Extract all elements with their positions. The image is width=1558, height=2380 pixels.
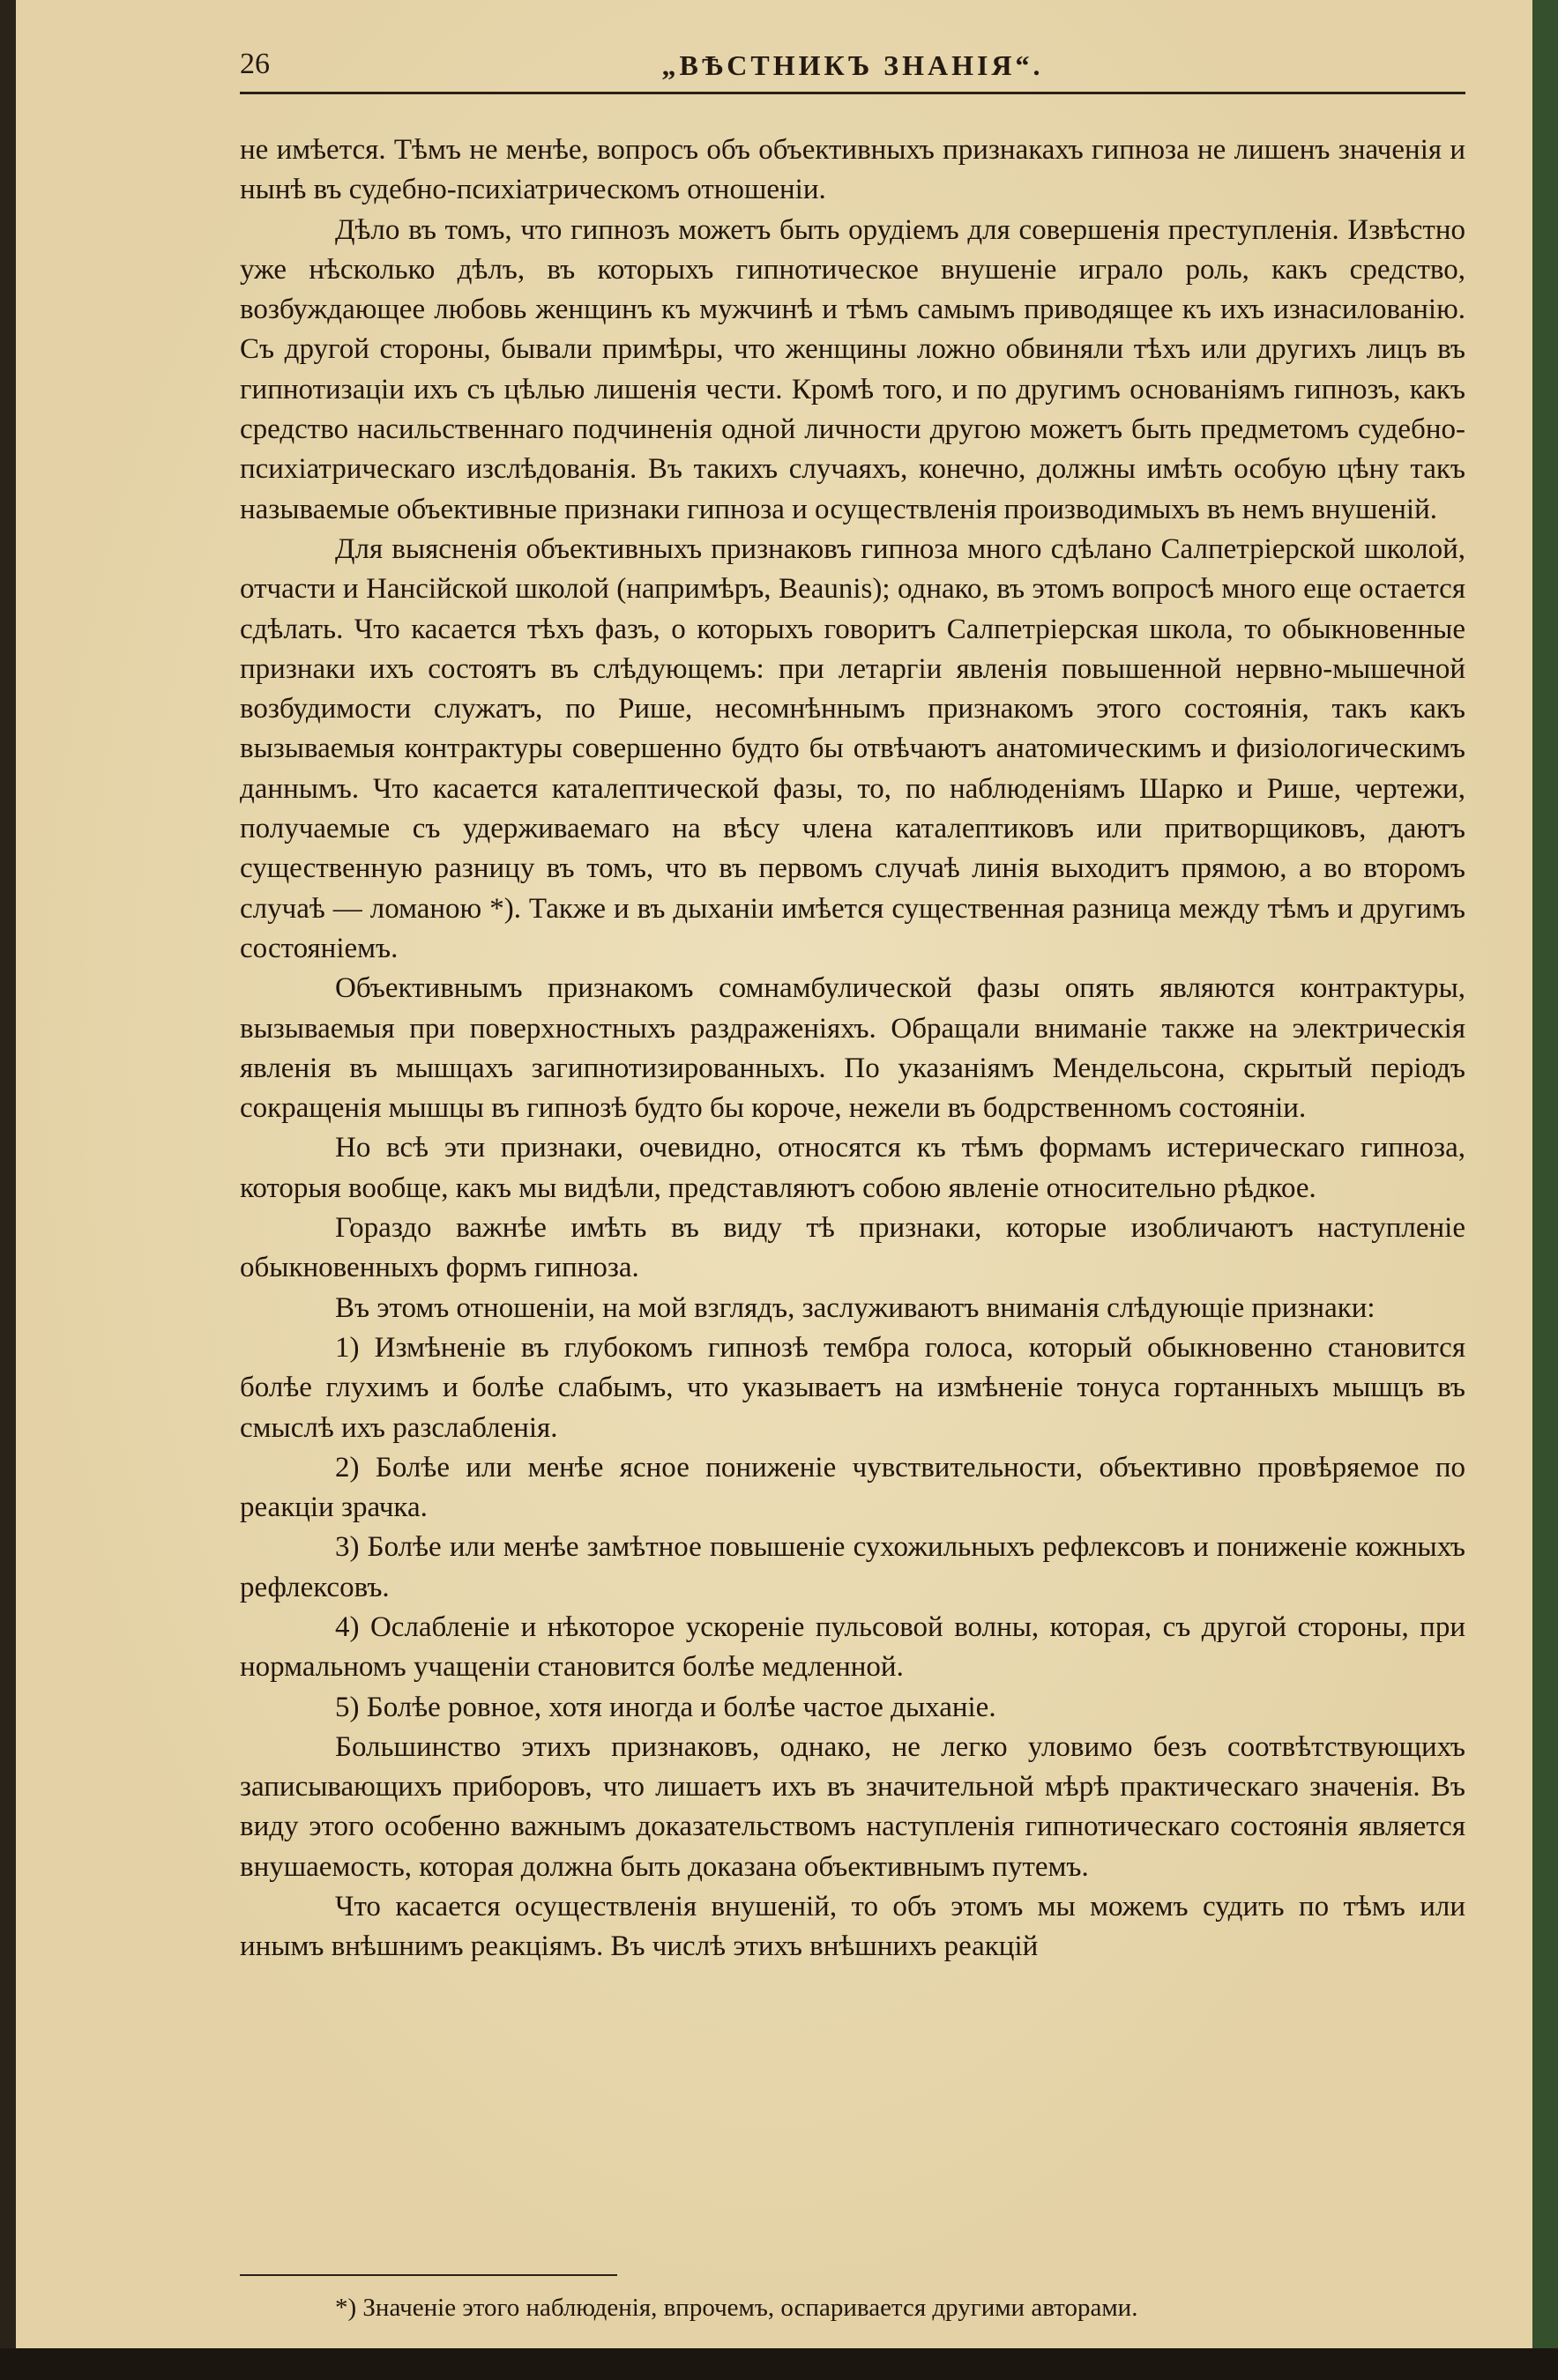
- body-text: [240, 130, 1465, 1967]
- paragraph: не имѣется. Тѣмъ не менѣе, вопросъ объ объективныхъ признакахъ гипноза не лишенъ значенія и нынѣ въ судебно-психіатрическомъ отношеніи.: [240, 134, 1465, 206]
- paragraph: Для выясненія объективныхъ признаковъ гипноза много сдѣлано Салпетріерской школой, отчасти и Нансійской школой (напримѣръ, Beaunis); однако, въ этомъ вопросѣ много еще остается сдѣлать. Что касается тѣхъ фазъ, о которыхъ говоритъ Салпетріерская школа, то обыкновенные признаки ихъ состоятъ въ слѣдующемъ: при летаргіи явленія повышенной нервно-мышечной возбудимости служатъ, по Рише, несомнѣннымъ признакомъ этого состоянія, такъ какъ вызываемыя контрактуры совершенно будто бы отвѣчаютъ анатомическимъ и физіологическимъ даннымъ. Что касается каталептической фазы, то, по наблюденіямъ Шарко и Рише, чертежи, получаемые съ удерживаемаго на вѣсу члена каталептиковъ или притворщиковъ, даютъ существенную разницу въ томъ, что въ первомъ случаѣ линія выходитъ прямою, а во второмъ случаѣ — ломаною *). Также и въ дыханіи имѣется существенная разница между тѣмъ и другимъ состояніемъ.: [240, 532, 1465, 964]
- paragraph: Дѣло въ томъ, что гипнозъ можетъ быть орудіемъ для совершенія преступленія. Извѣстно уже нѣсколько дѣлъ, въ которыхъ гипнотическое внушеніе играло роль, какъ средство, возбуждающее любовь женщинъ къ мужчинѣ и тѣмъ самымъ приводящее къ ихъ изнасилованію. Съ другой стороны, бывали примѣры, что женщины ложно обвиняли тѣхъ или другихъ лицъ въ гипнотизаціи ихъ съ цѣлью лишенія чести. Кромѣ того, и по другимъ основаніямъ гипнозъ, какъ средство насильственнаго подчиненія одной личности другою можетъ быть предметомъ судебно-психіатрическаго изслѣдованія. Въ такихъ случаяхъ, конечно, должны имѣть особую цѣну такъ называемые объективные признаки гипноза и осуществленія производимыхъ въ немъ внушеній.: [240, 213, 1465, 525]
- paragraph: Гораздо важнѣе имѣть въ виду тѣ признаки, которые изобличаютъ наступленіе обыкновенныхъ формъ гипноза.: [240, 1212, 1465, 1284]
- paragraph: Но всѣ эти признаки, очевидно, относятся къ тѣмъ формамъ истерическаго гипноза, которыя вообще, какъ мы видѣли, представляютъ собою явленіе относительно рѣдкое.: [240, 1132, 1465, 1204]
- list-item: 2) Болѣе или менѣе ясное пониженіе чувствительности, объективно провѣряемое по реакціи зрачка.: [240, 1451, 1465, 1524]
- binding-edge: [0, 0, 16, 2380]
- page-number: 26: [240, 48, 270, 80]
- paragraph: Объективнымъ признакомъ сомнамбулической фазы опять являются контрактуры, вызываемыя при поверхностныхъ раздраженіяхъ. Обращали вниманіе также на электрическія явленія въ мышцахъ загипнотизированныхъ. По указаніямъ Мендельсона, скрытый періодъ сокращенія мышцы въ гипнозѣ будто бы короче, нежели въ бодрственномъ состояніи.: [240, 972, 1465, 1125]
- paragraph: Въ этомъ отношеніи, на мой взглядъ, заслуживаютъ вниманія слѣдующіе признаки:: [335, 1291, 1375, 1324]
- scan-bottom-edge: [0, 2348, 1558, 2380]
- list-item: 3) Болѣе или менѣе замѣтное повышеніе сухожильныхъ рефлексовъ и пониженіе кожныхъ рефлексовъ.: [240, 1531, 1465, 1603]
- scan-right-edge: [1532, 0, 1558, 2380]
- paragraph: Что касается осуществленія внушеній, то объ этомъ мы можемъ судить по тѣмъ или инымъ внѣшнимъ реакціямъ. Въ числѣ этихъ внѣшнихъ реакцій: [240, 1891, 1465, 1963]
- footnote: *) Значеніе этого наблюденія, впрочемъ, оспаривается другими авторами.: [335, 2294, 1138, 2322]
- footnote-rule: [240, 2274, 617, 2276]
- list-item: 5) Болѣе ровное, хотя иногда и болѣе частое дыханіе.: [335, 1691, 996, 1723]
- paragraph: Большинство этихъ признаковъ, однако, не легко уловимо безъ соотвѣтствующихъ записывающихъ приборовъ, что лишаетъ ихъ въ значительной мѣрѣ практическаго значенія. Въ виду этого особенно важнымъ доказательствомъ наступленія гипнотическаго состоянія является внушаемость, которая должна быть доказана объективнымъ путемъ.: [240, 1730, 1465, 1883]
- list-item: 1) Измѣненіе въ глубокомъ гипнозѣ тембра голоса, который обыкновенно становится болѣе глухимъ и болѣе слабымъ, что указываетъ на измѣненіе тонуса гортанныхъ мышцъ въ смыслѣ ихъ разслабленія.: [240, 1331, 1465, 1444]
- running-title: „ВѢСТНИКЪ ЗНАНІЯ“.: [661, 49, 1044, 81]
- list-item: 4) Ослабленіе и нѣкоторое ускореніе пульсовой волны, которая, съ другой стороны, при нормальномъ учащеніи становится болѣе медленной.: [240, 1610, 1465, 1684]
- running-header: [240, 42, 1465, 94]
